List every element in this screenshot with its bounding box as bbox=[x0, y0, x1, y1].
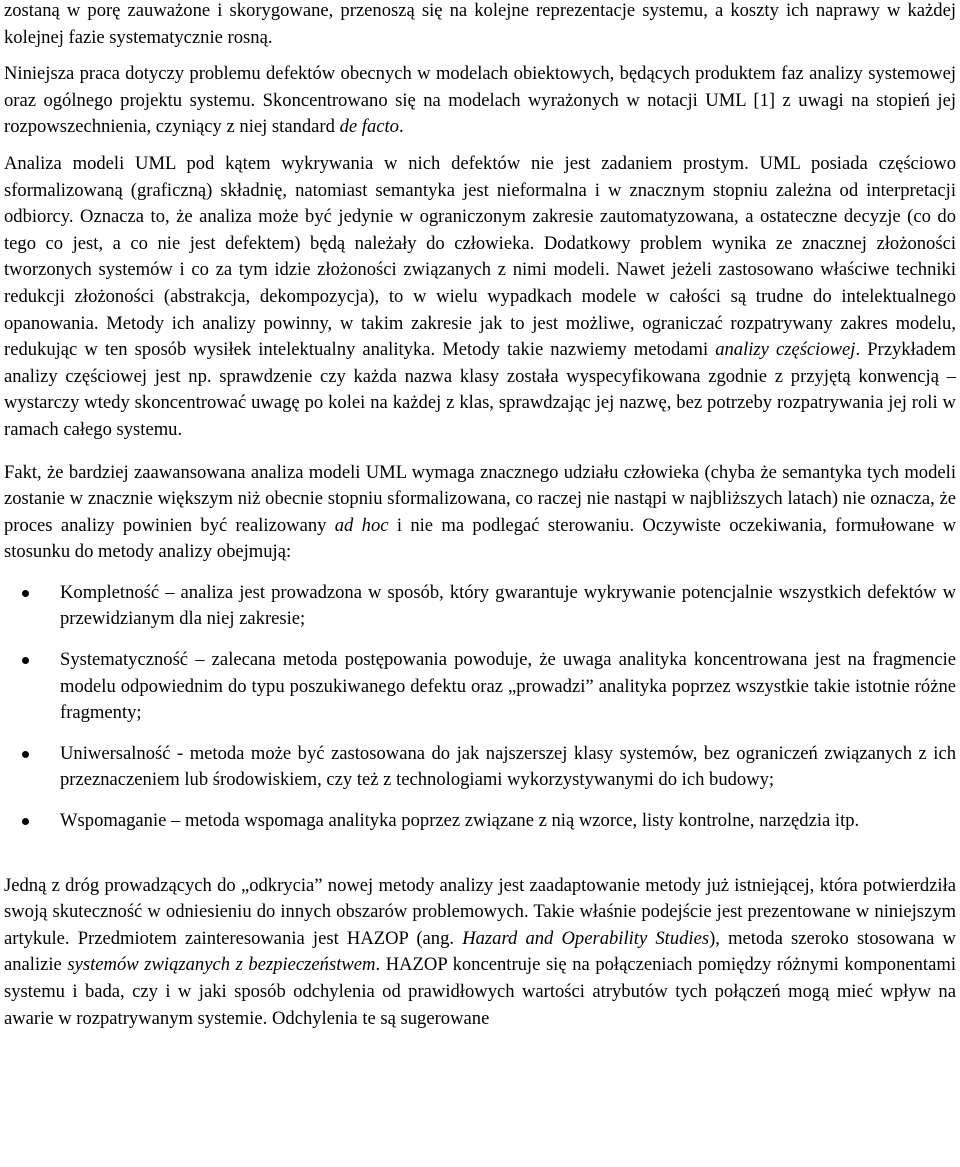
paragraph-hazop-end: . HAZOP koncentruje się na połączeniach pomiędzy różnymi komponentami systemu i bada, czy i w jaki sposób odchylenia od prawidłowych wartości atrybutów tych połączeń mogą mieć wpływ na awarie w rozpatrywanym systemie. Odchylenia te są sugerowane bbox=[4, 954, 956, 1029]
paragraph-expectations bbox=[4, 460, 956, 566]
paragraph-expectations-end: i nie ma podlegać sterowaniu. Oczywiste oczekiwania, formułowane w stosunku do metody analizy obejmują: bbox=[4, 514, 957, 563]
list-item-text: Systematyczność – zalecana metoda postępowania powoduje, że uwaga analityka koncentrowana jest na fragmencie modelu odpowiednim do typu poszukiwanego defektu oraz „prowadzi” analityka poprzez wszystkie takie istotnie różne fragmenty; bbox=[60, 649, 956, 724]
bullet-icon bbox=[22, 751, 29, 758]
list-item-text: Wspomaganie – metoda wspomaga analityka poprzez związane z nią wzorce, listy kontrolne, narzędzia itp. bbox=[60, 810, 860, 832]
italic-safety-systems: systemów związanych z bezpieczeństwem bbox=[67, 954, 376, 976]
bullet-icon bbox=[22, 818, 29, 825]
paragraph-scope-end: . bbox=[398, 116, 404, 138]
bullet-icon bbox=[22, 590, 29, 597]
paragraph-scope bbox=[4, 61, 956, 141]
list-item bbox=[4, 741, 956, 794]
paragraph-hazop bbox=[4, 873, 956, 1033]
expectations-list bbox=[4, 580, 956, 835]
italic-de-facto: de facto bbox=[339, 116, 399, 138]
bullet-icon bbox=[22, 657, 29, 664]
paragraph-analysis-end: . Przykładem analizy częściowej jest np. sprawdzenie czy każda nazwa klasy została wyspecyfikowana zgodnie z przyjętą konwencją – wystarczy wtedy skoncentrować uwagę po kolei na każdej z klas, sprawdzając jej nazwę, bez potrzeby rozpatrywania jej roli w ramach całego systemu. bbox=[4, 339, 957, 440]
paragraph-intro bbox=[4, 0, 956, 51]
paragraph-hazop-mid: ), metoda szeroko stosowana w analizie bbox=[4, 927, 956, 976]
paragraph-hazop-text: Jedną z dróg prowadzących do „odkrycia” nowej metody analizy jest zaadaptowanie metody już istniejącej, która potwierdziła swoją skuteczność w odniesieniu do innych obszarów problemowych. Takie właśnie podejście jest prezentowane w niniejszym artykule. Przedmiotem zainteresowania jest HAZOP (ang. bbox=[4, 874, 956, 949]
italic-ad-hoc: ad hoc bbox=[334, 514, 389, 536]
italic-hazop-name: Hazard and Operability Studies bbox=[462, 927, 710, 949]
list-item bbox=[4, 808, 956, 835]
list-item bbox=[4, 647, 956, 727]
paragraph-analysis bbox=[4, 151, 956, 444]
list-item-text: Kompletność – analiza jest prowadzona w sposób, który gwarantuje wykrywanie potencjalnie wszystkich defektów w przewidzianym dla niej zakresie; bbox=[60, 581, 956, 630]
list-item bbox=[4, 580, 956, 633]
paragraph-intro-text: zostaną w porę zauważone i skorygowane, przenoszą się na kolejne reprezentacje systemu, a koszty ich naprawy w każdej kolejnej fazie systematycznie rosną. bbox=[4, 0, 956, 48]
paragraph-expectations-text: Fakt, że bardziej zaawansowana analiza modeli UML wymaga znacznego udziału człowieka (chyba że semantyka tych modeli zostanie w znacznie większym niż obecnie stopniu sformalizowana, co raczej nie nastąpi w najbliższych latach) nie oznacza, że proces analizy powinien być realizowany bbox=[4, 461, 956, 536]
paragraph-analysis-text: Analiza modeli UML pod kątem wykrywania w nich defektów nie jest zadaniem prostym. UML posiada częściowo sformalizowaną (graficzną) składnię, natomiast semantyka jest nieformalna i w znacznym stopniu zależna od interpretacji odbiorcy. Oznacza to, że analiza może być jedynie w ograniczonym zakresie zautomatyzowana, a ostateczne decyzje (co do tego co jest, a co nie jest defektem) będą należały do człowieka. Dodatkowy problem wynika ze znacznej złożoności tworzonych systemów i co za tym idzie złożoności związanych z nimi modeli. Nawet jeżeli zastosowano właściwe techniki redukcji złożoności (abstrakcja, dekompozycja), to w wielu wypadkach modele w całości są trudne do intelektualnego opanowania. Metody ich analizy powinny, w takim zakresie jak to jest możliwe, ograniczać rozpatrywany zakres modelu, redukując w ten sposób wysiłek intelektualny analityka. Metody takie nazwiemy metodami bbox=[4, 152, 956, 361]
italic-partial-analysis: analizy częściowej bbox=[715, 339, 856, 361]
paragraph-scope-text: Niniejsza praca dotyczy problemu defektów obecnych w modelach obiektowych, będących produktem faz analizy systemowej oraz ogólnego projektu systemu. Skoncentrowano się na modelach wyrażonych w notacji UML [1] z uwagi na stopień jej rozpowszechnienia, czyniący z niej standard bbox=[4, 63, 956, 138]
list-item-text: Uniwersalność - metoda może być zastosowana do jak najszerszej klasy systemów, bez ograniczeń związanych z ich przeznaczeniem lub środowiskiem, czy też z technologiami wykorzystywanymi do ich budowy; bbox=[60, 742, 956, 791]
